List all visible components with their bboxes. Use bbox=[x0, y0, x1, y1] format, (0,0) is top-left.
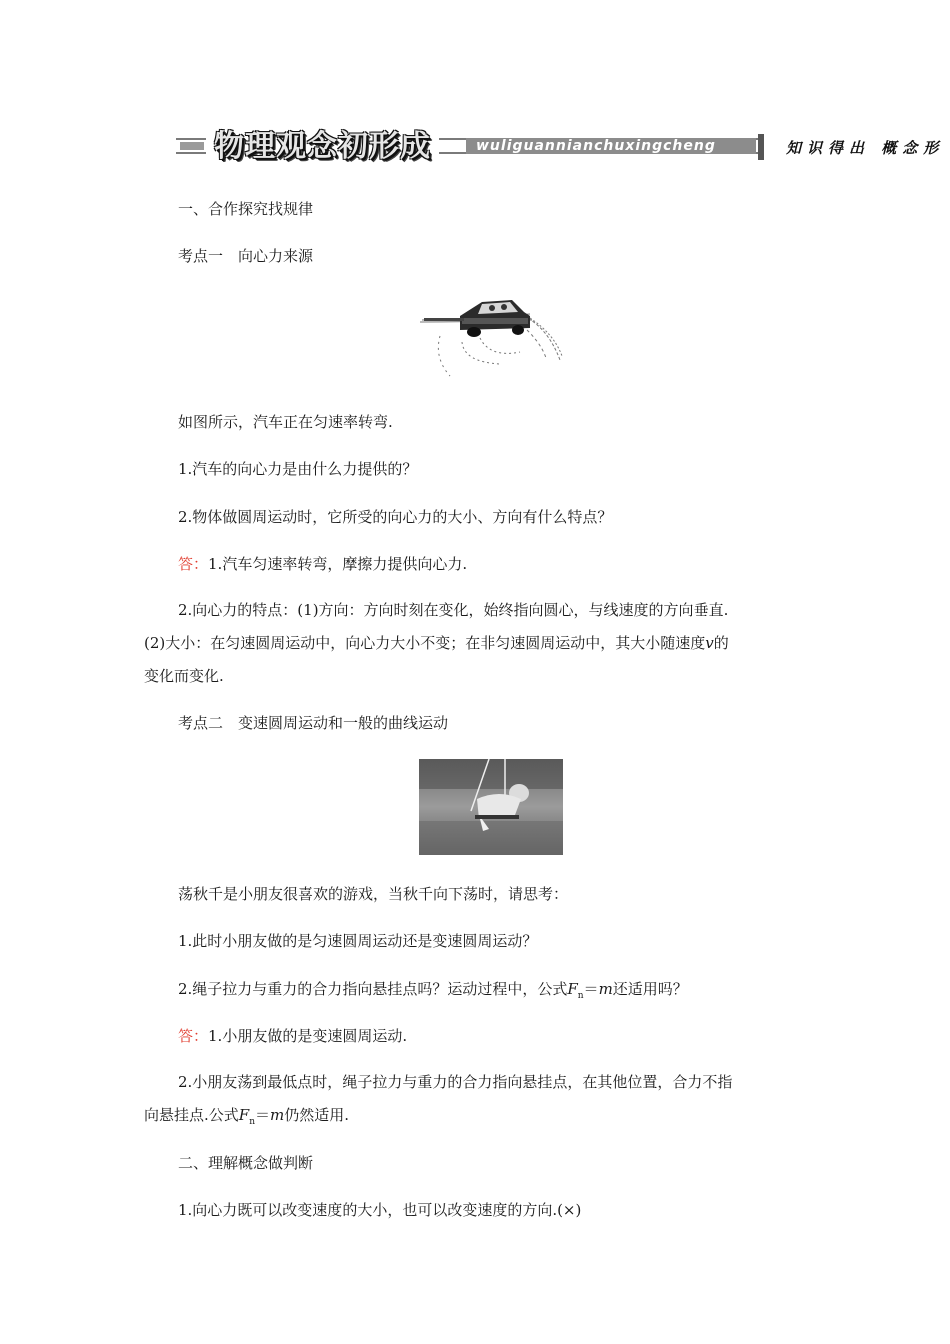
figure-1-caption: 如图所示，汽车正在匀速率转弯. bbox=[178, 413, 393, 431]
topic-1-answer-1 bbox=[178, 554, 467, 574]
topic-2-intro: 荡秋千是小朋友很喜欢的游戏，当秋千向下荡时，请思考： bbox=[178, 885, 569, 903]
topic-2-question-1: 1.此时小朋友做的是匀速圆周运动还是变速圆周运动？ bbox=[178, 932, 538, 950]
velocity-symbol: v bbox=[705, 634, 714, 652]
banner-right-box bbox=[758, 134, 950, 160]
answer-text: 1.小朋友做的是变速圆周运动. bbox=[208, 1027, 408, 1045]
topic-1-label: 考点一 向心力来源 bbox=[178, 247, 314, 265]
topic-2-answer-2 bbox=[144, 1066, 808, 1139]
banner-title: 物理观念初形成 bbox=[206, 128, 439, 166]
answer-text: 1.汽车匀速率转弯，摩擦力提供向心力. bbox=[208, 555, 468, 573]
car-turning-image bbox=[420, 292, 564, 378]
topic-1-answer-2 bbox=[144, 594, 808, 693]
section-banner bbox=[176, 128, 950, 168]
judgement-item-1: 1.向心力既可以改变速度的大小，也可以改变速度的方向.(×) bbox=[178, 1201, 582, 1219]
formula-equals: ＝ bbox=[583, 980, 599, 998]
banner-right-text: 知识得出 概念形 bbox=[786, 139, 945, 157]
topic-1-question-2: 2.物体做圆周运动时，它所受的向心力的大小、方向有什么特点？ bbox=[178, 508, 613, 526]
section-heading-2: 二、理解概念做判断 bbox=[178, 1154, 314, 1172]
banner-pinyin: wuliguannianchuxingcheng bbox=[476, 138, 716, 154]
formula-mass: m bbox=[598, 980, 613, 998]
topic-2-question-2: 2.绳子拉力与重力的合力指向悬挂点吗？运动过程中，公式$F_n=m$还适用吗？ bbox=[178, 980, 688, 1001]
swing-photo bbox=[419, 759, 563, 855]
answer-label: 答： bbox=[178, 555, 209, 573]
banner-pinyin-bar bbox=[466, 138, 756, 154]
formula-force: F bbox=[567, 980, 578, 998]
answer-2-line-2: 向悬挂点.公式$F_n=m$仍然适用. bbox=[144, 1106, 350, 1127]
topic-1-question-1: 1.汽车的向心力是由什么力提供的？ bbox=[178, 460, 418, 478]
section-heading-1: 一、合作探究找规律 bbox=[178, 200, 314, 218]
topic-2-answer-1 bbox=[178, 1026, 407, 1046]
formula-subscript: n bbox=[577, 991, 584, 1001]
answer-label: 答： bbox=[178, 1027, 209, 1045]
answer-2-line-1: 2.向心力的特点：(1)方向：方向时刻在变化，始终指向圆心，与线速度的方向垂直. bbox=[178, 601, 729, 619]
answer-2-line-1: 2.小朋友荡到最低点时，绳子拉力与重力的合力指向悬挂点，在其他位置，合力不指 bbox=[178, 1073, 733, 1091]
banner-stub bbox=[180, 142, 204, 150]
topic-2-label: 考点二 变速圆周运动和一般的曲线运动 bbox=[178, 714, 449, 732]
answer-2-line-2: (2)大小：在匀速圆周运动中，向心力大小不变；在非匀速圆周运动中，其大小随速度v的 bbox=[144, 634, 729, 652]
answer-2-line-3: 变化而变化. bbox=[144, 667, 224, 685]
